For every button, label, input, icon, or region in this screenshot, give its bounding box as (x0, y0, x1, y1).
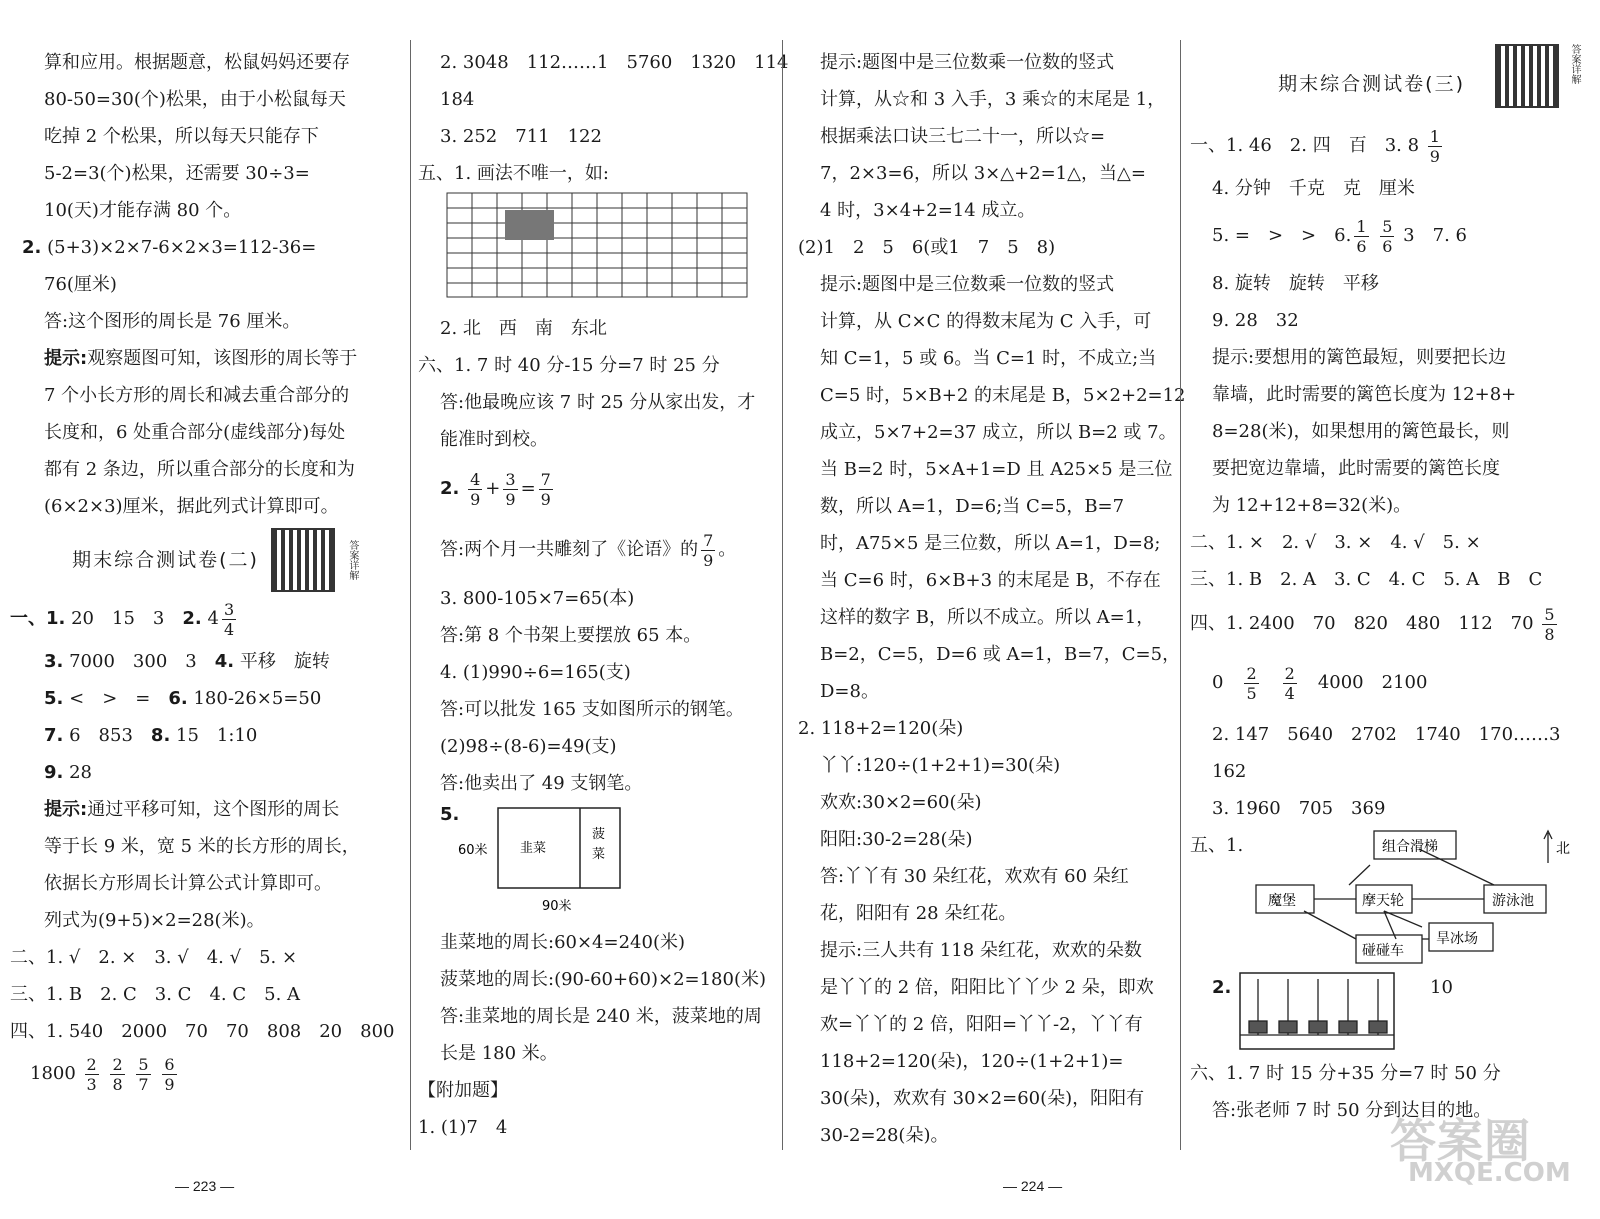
answer: 四、1. 2400 70 820 480 112 70 (1190, 613, 1534, 634)
answer-line: 3. 800-105×7=65(本) (440, 588, 635, 609)
answer-line (418, 520, 788, 580)
answer-line: 二、1. √ 2. × 3. √ 4. √ 5. × (10, 947, 298, 968)
equation: (5+3)×2×7-6×2×3=112-36= (47, 237, 317, 258)
map-bumper-label: 碰碰车 (1362, 943, 1404, 959)
fraction (468, 470, 482, 509)
answer-line: 4. 分钟 千克 克 厘米 (1212, 178, 1415, 199)
column-divider (410, 40, 411, 1150)
hint-line: 依据长方形周长计算公式计算即可。 (44, 873, 332, 894)
fraction (1354, 217, 1368, 256)
answer-line (1190, 122, 1585, 170)
column-divider (782, 40, 783, 1150)
answer: < > = (69, 688, 169, 709)
text-line: 30-2=28(朵)。 (820, 1125, 949, 1146)
watermark-logo: 答案圈 (1390, 1114, 1531, 1168)
map-rink-label: 旱冰场 (1436, 931, 1478, 947)
fraction (1428, 127, 1442, 166)
abacus-bead (1339, 1021, 1357, 1033)
text-line: 2. 118+2=120(朵) (798, 718, 964, 739)
answer-line: 六、1. 7 时 40 分-15 分=7 时 25 分 (418, 355, 720, 376)
answer: 4000 2100 (1317, 672, 1428, 693)
field-drawing (456, 802, 756, 922)
field-figure (418, 802, 788, 924)
qr-code-icon (1495, 44, 1559, 108)
answer-line: 能准时到校。 (440, 429, 548, 450)
denominator: 9 (703, 550, 714, 570)
text-line: 提示:三人共有 118 朵红花，欢欢的朵数 (820, 940, 1142, 961)
abacus-bead (1369, 1021, 1387, 1033)
answer-line: 答:韭菜地的周长是 240 米，菠菜地的周 (440, 1006, 762, 1027)
denominator: 8 (1544, 624, 1555, 644)
answer-line: 韭菜地的周长:60×4=240(米) (440, 932, 685, 953)
denominator: 7 (138, 1074, 149, 1094)
fraction (136, 1055, 150, 1094)
answer: 一、1. 46 2. 四 百 3. 8 (1190, 135, 1420, 156)
qr-label: 答案详解 (346, 540, 358, 580)
answer: 0 (1212, 672, 1224, 693)
answer-line (22, 229, 407, 266)
numerator: 4 (470, 469, 481, 489)
answer-line: 2. 北 西 南 东北 (440, 318, 607, 339)
fraction (503, 470, 517, 509)
denominator: 9 (164, 1074, 175, 1094)
answer-line (10, 595, 407, 643)
answer-line: 3. 1960 705 369 (1212, 798, 1386, 819)
denominator: 9 (505, 489, 516, 509)
answer: 10 (1430, 977, 1453, 998)
column-divider (1180, 40, 1181, 1150)
map-ferris-label: 摩天轮 (1362, 893, 1404, 909)
hint-line: 8=28(米)，如果想用的篱笆最长，则 (1212, 421, 1510, 442)
answer: 15 1:10 (176, 725, 258, 746)
column-4 (1190, 44, 1585, 1129)
answer-line: 答:第 8 个书架上要摆放 65 本。 (440, 625, 702, 646)
numerator: 5 (1382, 216, 1393, 236)
question-number: 2. (22, 237, 42, 258)
answer: 28 (69, 762, 93, 783)
text-line: 30(朵)，欢欢有 30×2=60(朵)，阳阳有 (820, 1088, 1145, 1109)
map-castle-label: 魔堡 (1268, 893, 1296, 909)
fraction (1283, 664, 1297, 703)
test-title: 期末综合测试卷(二) (72, 548, 259, 571)
answer-line: 答:可以批发 165 支如图所示的钢笔。 (440, 699, 744, 720)
answer-line: 答:他卖出了 49 支钢笔。 (440, 773, 643, 794)
test-title: 期末综合测试卷(三) (1278, 73, 1465, 95)
column-1 (10, 44, 407, 1098)
question-number: 2. (440, 478, 460, 499)
numerator: 7 (540, 469, 551, 489)
map-pool-label: 游泳池 (1492, 893, 1534, 909)
spinach-label-2: 菜 (592, 847, 606, 862)
text-line: 是丫丫的 2 倍，阳阳比丫丫少 2 朵，即欢 (820, 977, 1154, 998)
fraction (222, 600, 236, 639)
text-line: 数，所以 A=1，D=6;当 C=5，B=7 (820, 496, 1125, 517)
answer-line: 长是 180 米。 (440, 1043, 558, 1064)
denominator: 4 (1284, 683, 1295, 703)
text-line: 答:这个图形的周长是 76 厘米。 (44, 311, 301, 332)
map-figure (1190, 827, 1585, 969)
text-line: 根据乘法口诀三七二十一，所以☆= (820, 126, 1106, 147)
answer-line: 8. 旋转 旋转 平移 (1212, 273, 1379, 294)
hint-line: 都有 2 条边，所以重合部分的长度和为 (44, 459, 355, 480)
fraction (110, 1055, 124, 1094)
text-line: 知 C=1，5 或 6。当 C=1 时，不成立;当 (820, 348, 1157, 369)
answer-line (22, 717, 407, 754)
answer-line: 菠菜地的周长:(90-60+60)×2=180(米) (440, 969, 767, 990)
hint-line: 提示:要想用的篱笆最短，则要把长边 (1212, 347, 1507, 368)
abacus-bead (1309, 1021, 1327, 1033)
abacus-figure (1190, 969, 1585, 1055)
hint-line: 长度和，6 处重合部分(虚线部分)每处 (44, 422, 346, 443)
answer-line: (2)98÷(8-6)=49(支) (440, 736, 617, 757)
grid-figure (418, 192, 788, 310)
hint-label: 提示: (44, 799, 88, 820)
answer-line: 答:张老师 7 时 50 分到达目的地。 (1212, 1100, 1492, 1121)
answer-line: 四、1. 540 2000 70 70 808 20 800 (10, 1021, 395, 1042)
answer: 3 7. 6 (1403, 225, 1467, 246)
answer: 7000 300 3 (69, 651, 215, 672)
answer-line: 162 (1212, 761, 1247, 782)
section-label: 五、1. (1190, 835, 1244, 856)
answer-line (30, 1050, 407, 1098)
numerator: 5 (1544, 604, 1555, 624)
text-line: 4 时，3×4+2=14 成立。 (820, 200, 1036, 221)
numerator: 2 (1284, 663, 1295, 683)
section-label: 【附加题】 (418, 1080, 508, 1101)
answer-line: 3. 252 711 122 (440, 126, 602, 147)
page-number-right: — 224 — (1003, 1178, 1063, 1194)
answer-line: 2. 3048 112……1 5760 1320 114 (440, 52, 789, 73)
text-line: 当 B=2 时，5×A+1=D 且 A25×5 是三位 (820, 459, 1173, 480)
shaded-square (505, 210, 554, 240)
answer: 20 15 3 (71, 608, 183, 629)
text-line: (2)1 2 5 6(或1 7 5 8) (798, 237, 1056, 258)
answer: 平移 旋转 (239, 651, 330, 672)
park-map (1234, 827, 1574, 967)
section-title-row (22, 525, 407, 595)
text-line: 计算，从☆和 3 入手，3 乘☆的末尾是 1， (820, 89, 1166, 110)
question-number: 5. (44, 688, 64, 709)
column-2 (418, 44, 788, 1146)
answer-line (22, 680, 407, 717)
column-3 (798, 44, 1186, 1154)
answer-text: 答:两个月一共雕刻了《论语》的 (440, 539, 699, 560)
answer-line (1190, 598, 1585, 650)
spinach-label-1: 菠 (592, 827, 606, 842)
text-line: 5-2=3(个)松果，还需要 30÷3= (44, 163, 310, 184)
answer-line: 9. 28 32 (1212, 310, 1299, 331)
text-line: 丫丫:120÷(1+2+1)=30(朵) (820, 755, 1061, 776)
question-number: 4. (214, 651, 235, 672)
hint-line: 列式为(9+5)×2=28(米)。 (44, 910, 265, 931)
answer-line (1190, 650, 1585, 716)
answer-line: 三、1. B 2. A 3. C 4. C 5. A B C (1190, 569, 1543, 590)
answer-line: 4. (1)990÷6=165(支) (440, 662, 631, 683)
answer: 6 853 (69, 725, 151, 746)
text-line: C=5 时，5×B+2 的末尾是 B，5×2+2=12 (820, 385, 1186, 406)
denominator: 6 (1356, 236, 1367, 256)
question-number: 9. (44, 762, 64, 783)
hint-line: 7 个小长方形的周长和减去重合部分的 (44, 385, 350, 406)
answer: 5. = > > 6. (1212, 225, 1352, 246)
text-line: 提示:题图中是三位数乘一位数的竖式 (820, 52, 1115, 73)
numerator: 1 (1356, 216, 1367, 236)
hint-line: (6×2×3)厘米，据此列式计算即可。 (44, 496, 339, 517)
question-number: 5. (440, 804, 460, 825)
question-number: 3. (44, 651, 64, 672)
denominator: 3 (86, 1074, 97, 1094)
counter-drawing (1238, 969, 1398, 1055)
answer-line: 2. 147 5640 2702 1740 170……3 (1212, 724, 1561, 745)
question-number: 7. (44, 725, 64, 746)
text-line: 76(厘米) (44, 274, 117, 295)
numerator: 6 (164, 1054, 175, 1074)
text-line: 算和应用。根据题意，松鼠妈妈还要存 (44, 52, 350, 73)
answer: 180-26×5=50 (193, 688, 322, 709)
denominator: 9 (540, 489, 551, 509)
numerator: 5 (138, 1054, 149, 1074)
numerator: 2 (112, 1054, 123, 1074)
numerator: 7 (703, 530, 714, 550)
text-line: 阳阳:30-2=28(朵) (820, 829, 973, 850)
hint-line: 靠墙，此时需要的篱笆长度为 12+8+ (1212, 384, 1517, 405)
page-number-left: — 223 — (175, 1178, 235, 1194)
text-line: B=2，C=5，D=6 或 A=1，B=7，C=5， (820, 644, 1181, 665)
answer-line: 答:他最晚应该 7 时 25 分从家出发，才 (440, 392, 756, 413)
abacus-bead (1279, 1021, 1297, 1033)
question-number: 8. (150, 725, 171, 746)
numerator: 3 (223, 599, 235, 619)
hint-text: 观察题图可知，该图形的周长等于 (87, 348, 358, 369)
hint-line (22, 340, 407, 377)
text-line: 答:丫丫有 30 朵红花，欢欢有 60 朵红 (820, 866, 1129, 887)
fraction (85, 1055, 99, 1094)
abacus-bead (1249, 1021, 1267, 1033)
question-number: 2. (1212, 977, 1232, 998)
answer-line: 五、1. 画法不唯一，如: (418, 163, 609, 184)
text-line: 7，2×3=6，所以 3×△+2=1△，当△= (820, 163, 1146, 184)
text-line: 欢欢:30×2=60(朵) (820, 792, 982, 813)
text-line: 当 C=6 时，6×B+3 的末尾是 B，不存在 (820, 570, 1161, 591)
hint-text: 通过平移可知，这个图形的周长 (87, 799, 340, 820)
denominator: 8 (112, 1074, 123, 1094)
answer-line: 三、1. B 2. C 3. C 4. C 5. A (10, 984, 301, 1005)
denominator: 5 (1246, 683, 1257, 703)
text-line: 提示:题图中是三位数乘一位数的竖式 (820, 274, 1115, 295)
fraction (701, 531, 715, 570)
answer-line (22, 754, 407, 791)
text-line: 时，A75×5 是三位数，所以 A=1，D=8; (820, 533, 1161, 554)
fraction (162, 1055, 176, 1094)
answer: 4 (207, 608, 219, 629)
text-line: 这样的数字 B，所以不成立。所以 A=1， (820, 607, 1155, 628)
hint-line: 等于长 9 米，宽 5 米的长方形的周长， (44, 836, 360, 857)
text-line: 80-50=30(个)松果，由于小松鼠每天 (44, 89, 346, 110)
denominator: 9 (1429, 146, 1440, 166)
numerator: 3 (505, 469, 516, 489)
watermark-url: MXQE.COM (1408, 1158, 1571, 1188)
answer-line: 1. (1)7 4 (418, 1117, 508, 1138)
text-line: 成立，5×7+2=37 成立，所以 B=2 或 7。 (820, 422, 1177, 443)
denominator: 9 (470, 489, 481, 509)
section-title-row (1190, 44, 1585, 122)
answer: 1800 (30, 1063, 76, 1084)
qr-code-icon (271, 528, 335, 592)
numerator: 2 (86, 1054, 97, 1074)
question-number: 6. (168, 688, 188, 709)
denominator: 4 (223, 619, 235, 639)
grid-drawing (446, 192, 766, 302)
hint-line (22, 791, 407, 828)
answer-line: 二、1. × 2. √ 3. × 4. √ 5. × (1190, 532, 1481, 553)
fraction (1244, 664, 1258, 703)
answer-line (22, 643, 407, 680)
question-number: 2. (182, 608, 202, 629)
fraction (1380, 217, 1394, 256)
text-line: 计算，从 C×C 的得数末尾为 C 入手，可 (820, 311, 1152, 332)
answer-line: 六、1. 7 时 15 分+35 分=7 时 50 分 (1190, 1063, 1501, 1084)
punctuation: 。 (718, 539, 737, 560)
denominator: 6 (1382, 236, 1393, 256)
leek-label: 韭菜 (520, 841, 547, 856)
hint-label: 提示: (44, 348, 88, 369)
length-label: 90米 (542, 899, 572, 914)
numerator: 2 (1246, 663, 1257, 683)
text-line: 吃掉 2 个松果，所以每天只能存下 (44, 126, 319, 147)
text-line: 10(天)才能存满 80 个。 (44, 200, 242, 221)
hint-line: 要把宽边靠墙，此时需要的篱笆长度 (1212, 458, 1500, 479)
qr-label: 答案详解 (1569, 44, 1580, 84)
fraction (539, 470, 553, 509)
width-label: 60米 (458, 843, 488, 858)
fraction (1542, 605, 1556, 644)
answer-line (1190, 207, 1585, 265)
section-label: 一、1. (10, 608, 66, 629)
map-north-label: 北 (1556, 841, 1570, 857)
answer-line: 2. $\frac{4}{9}$ + $\frac{3}{9}$ = $\frac{7}{9}$ (440, 469, 551, 509)
text-line: 118+2=120(朵)，120÷(1+2+1)= (820, 1051, 1124, 1072)
hint-line: 为 12+12+8=32(米)。 (1212, 495, 1412, 516)
text-line: 欢=丫丫的 2 倍，阳阳=丫丫-2，丫丫有 (820, 1014, 1143, 1035)
map-slide-label: 组合滑梯 (1382, 839, 1438, 855)
text-line: 花，阳阳有 28 朵红花。 (820, 903, 1017, 924)
text-line: D=8。 (820, 681, 879, 702)
numerator: 1 (1429, 126, 1440, 146)
answer-line: 184 (440, 89, 475, 110)
